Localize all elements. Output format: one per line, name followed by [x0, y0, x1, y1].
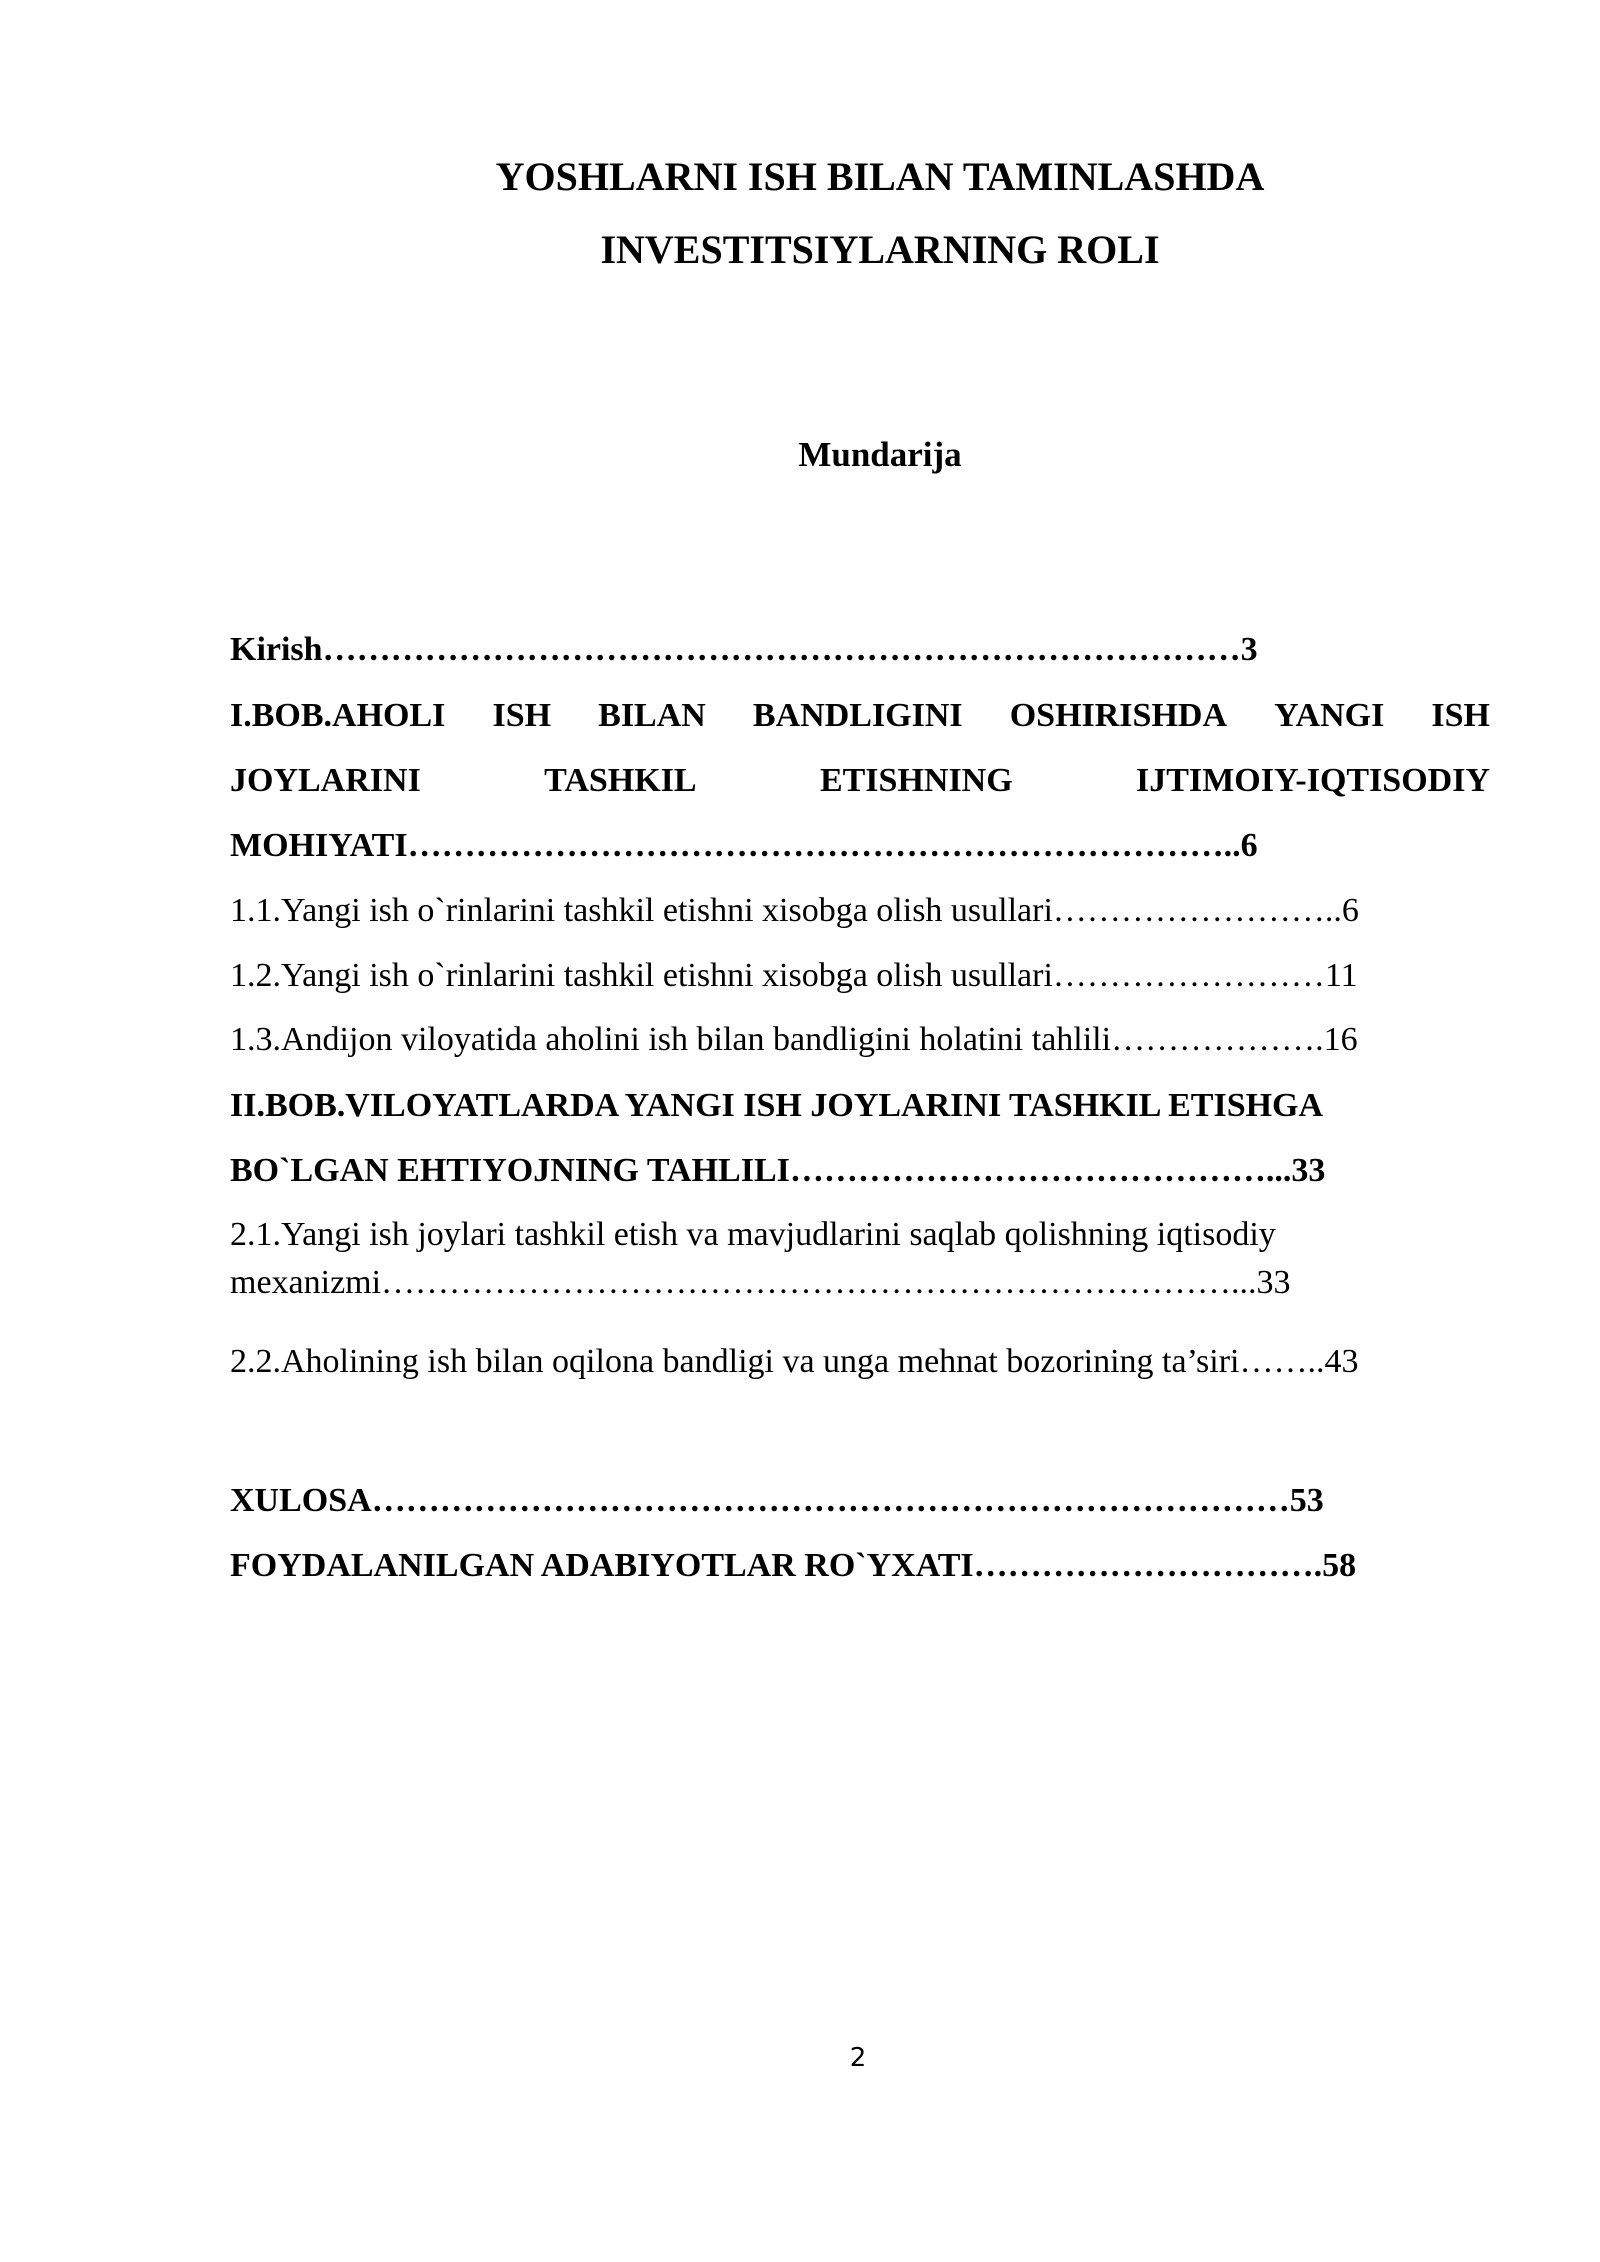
toc-entry-1-1: 1.1.Yangi ish o`rinlarini tashkil etishni xisobga olish usullari……………………..6 [230, 892, 1359, 929]
toc-entry-1-2: 1.2.Yangi ish o`rinlarini tashkil etishni xisobga olish usullari……………………11 [230, 957, 1358, 994]
toc-word: JOYLARINI [230, 762, 421, 799]
toc-word: OSHIRISHDA [1009, 697, 1227, 734]
toc-entry-bob1-line2 [230, 759, 1490, 803]
toc-word: BILAN [598, 697, 706, 734]
toc-entry-2-1-line2: mexanizmi…………………………………………………………………...33 [230, 1264, 1291, 1301]
toc-word: IJTIMOIY-IQTISODIY [1136, 762, 1490, 799]
toc-entry-2-2: 2.2.Aholining ish bilan oqilona bandligi va unga mehnat bozorining ta’siri……..43 [230, 1343, 1359, 1380]
toc-entry-2-1-line1: 2.1.Yangi ish joylari tashkil etish va mavjudlarini saqlab qolishning iqtisodiy [230, 1216, 1276, 1253]
toc-entry-bob2-line2: BO`LGAN EHTIYOJNING TAHLILI……………………………………...33 [230, 1152, 1326, 1189]
document-title-line-2: INVESTITSIYLARNING ROLI [600, 227, 1160, 272]
toc-heading: Mundarija [798, 435, 962, 474]
toc-word: I.BOB.AHOLI [230, 697, 446, 734]
toc-word: ETISHNING [819, 762, 1013, 799]
page-number: 2 [849, 2043, 867, 2073]
toc-word: YANGI [1274, 697, 1385, 734]
toc-entry-xulosa: XULOSA………………………………………………………………………53 [230, 1482, 1324, 1519]
toc-word: BANDLIGINI [752, 697, 963, 734]
toc-entry-1-3: 1.3.Andijon viloyatida aholini ish bilan bandligini holatini tahlili……………….16 [230, 1021, 1358, 1058]
toc-word: ISH [1431, 697, 1490, 734]
document-title-line-1: YOSHLARNI ISH BILAN TAMINLASHDA [495, 154, 1265, 199]
toc-entry-adabiyotlar: FOYDALANILGAN ADABIYOTLAR RO`YXATI………………………….58 [230, 1547, 1357, 1584]
toc-entry-bob1-line3: MOHIYATI………………………………………………………………..6 [230, 827, 1258, 864]
toc-word: ISH [492, 697, 552, 734]
toc-entry-bob1-line1 [230, 694, 1490, 738]
toc-word: TASHKIL [544, 762, 697, 799]
toc-entry-bob2-line1: II.BOB.VILOYATLARDA YANGI ISH JOYLARINI TASHKIL ETISHGA [230, 1087, 1324, 1124]
toc-entry-kirish: Kirish………………………………………………………………………3 [230, 631, 1258, 668]
